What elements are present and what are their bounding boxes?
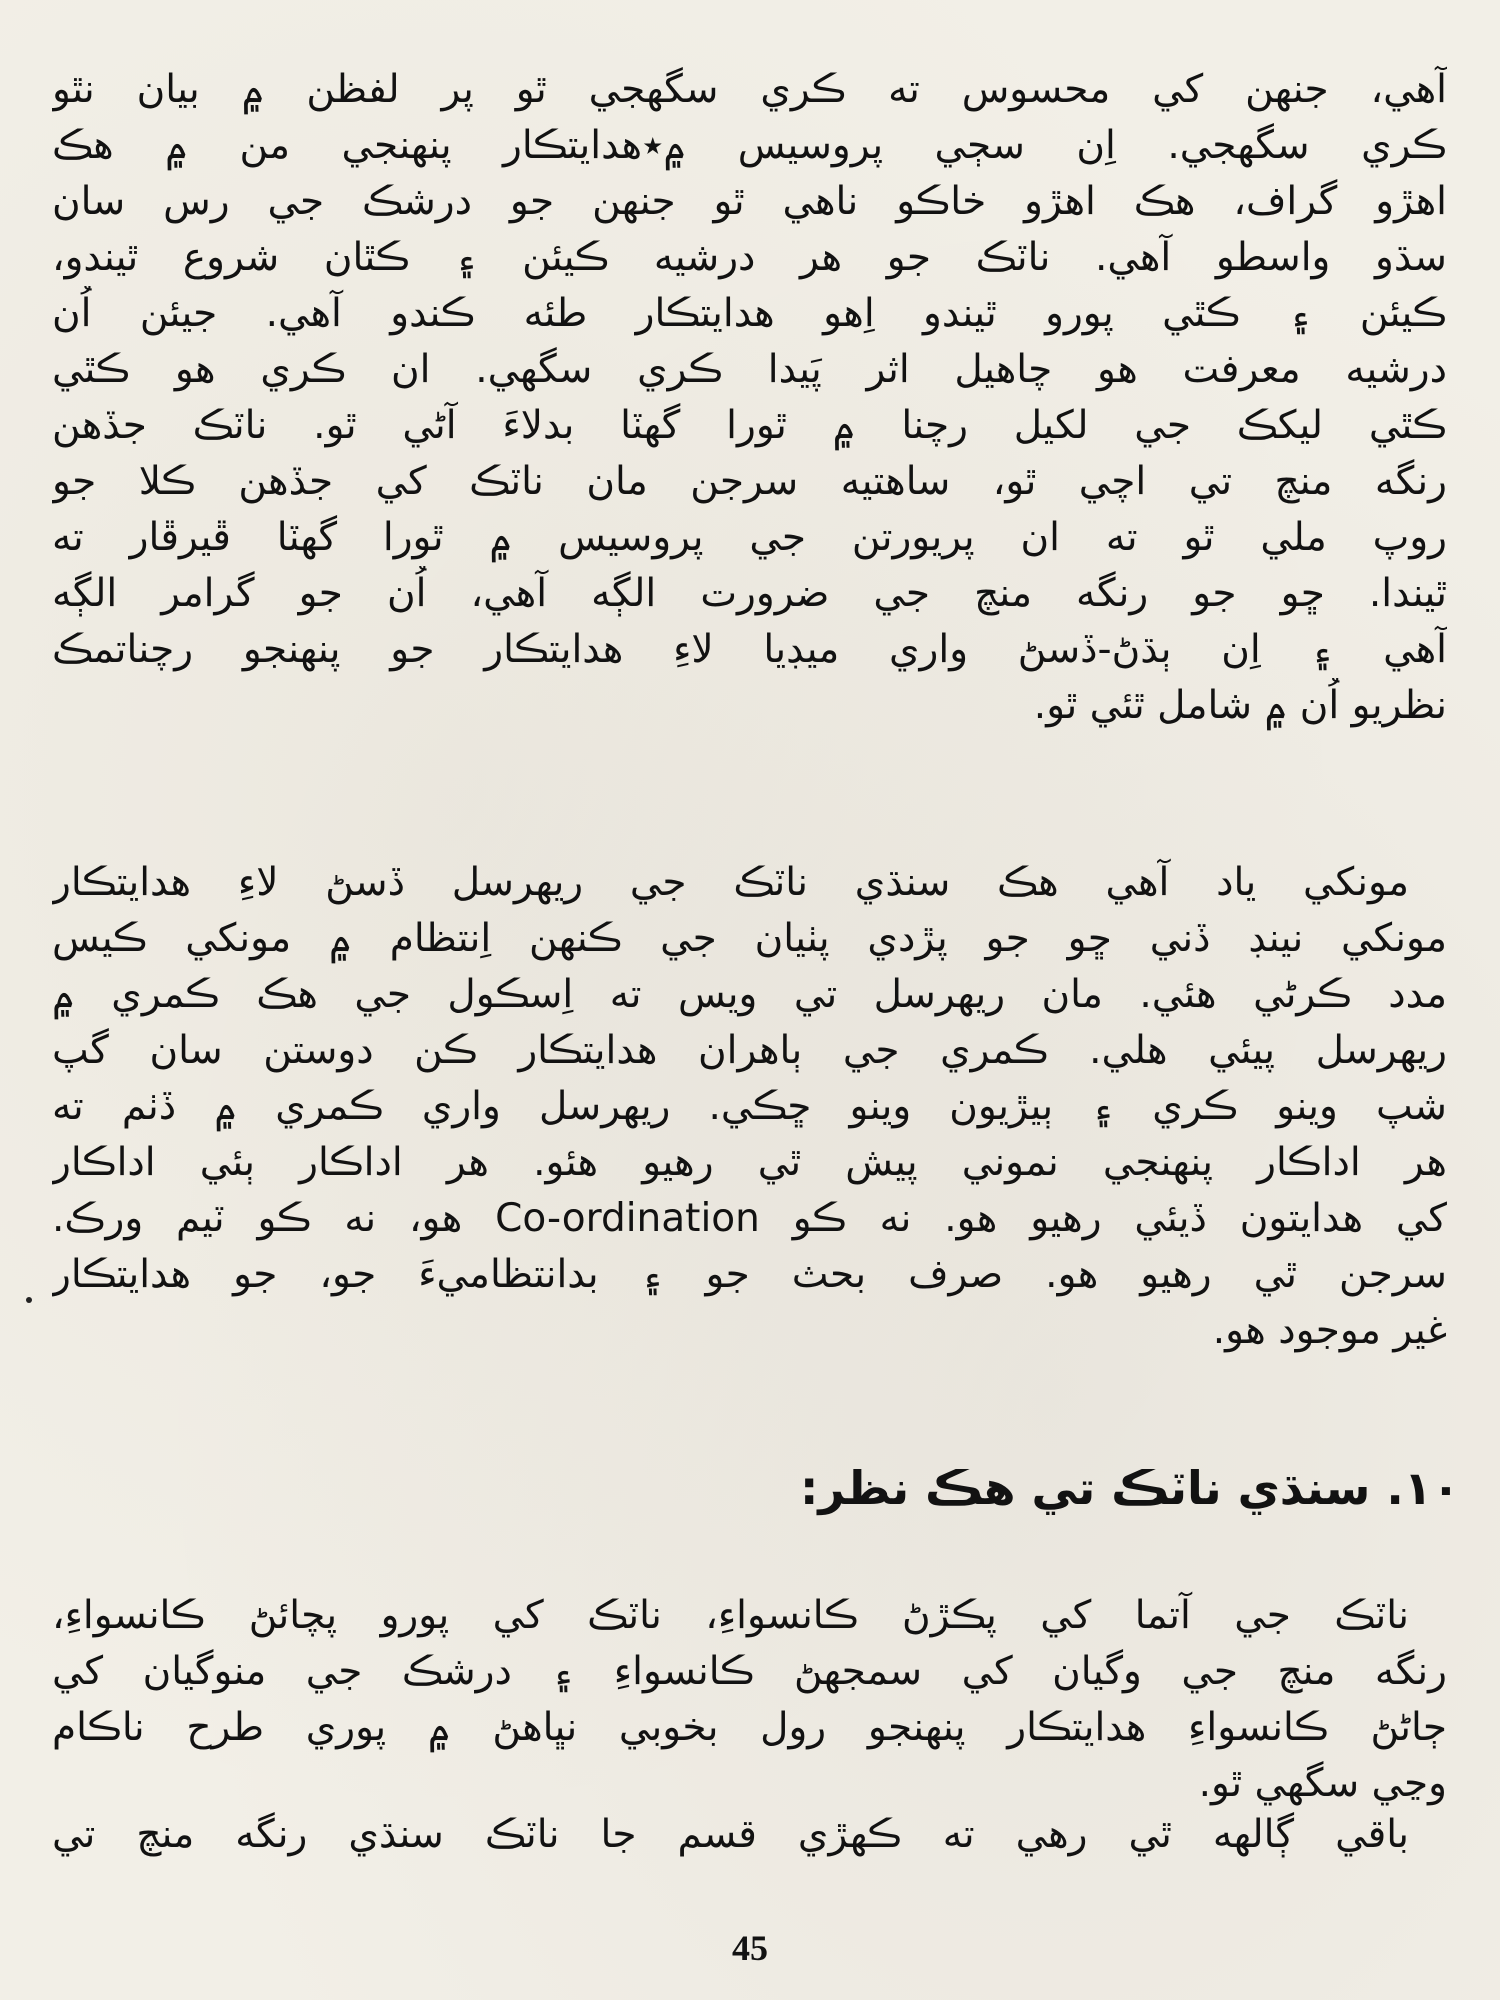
text-line: رنگه منچ جي وگيان کي سمجهڻ ڪانسواءِ ۽ درشڪ جي منوگيان کي <box>52 1649 1447 1694</box>
paragraph-3 <box>52 1588 1447 1812</box>
text-line: سرجن ٿي رهيو هو. صرف بحث جو ۽ بدانتظاميءَ جو، جو هدايتڪار <box>52 1252 1447 1297</box>
text-line: وڃي سگهي ٿو. <box>1198 1761 1447 1806</box>
text-line: درشيه معرفت هو چاهيل اثر پَيدا ڪري سگهي. ان ڪري هو ڪٿي <box>52 347 1447 392</box>
text-line: مونکي ياد آهي هڪ سنڌي ناٽڪ جي ريهرسل ڏسڻ لاءِ هدايتڪار <box>52 860 1409 905</box>
paragraph-4 <box>52 1807 1447 1863</box>
text-line: ڪيئن ۽ ڪٿي پورو ٿيندو اِهو هدايتڪار طئه ڪندو آهي. جيئن اُن <box>52 291 1447 336</box>
text-line: غير موجود هو. <box>1212 1308 1447 1353</box>
text-line: باقي ڳالهه ٿي رهي ته ڪهڙي قسم جا ناٽڪ سنڌي رنگه منچ تي <box>52 1812 1409 1857</box>
text-line: مونکي نينڊ ڏني ڇو جو پڙدي پٺيان جي ڪنهن اِنتظام ۾ مونکي ڪيس <box>52 916 1447 961</box>
page-number: 45 <box>732 1928 768 1968</box>
text-line: رنگه منچ تي اچي ٿو، ساهتيه سرجن مان ناٽڪ کي جڏهن ڪلا جو <box>52 459 1447 504</box>
text-line: اهڙو گراف، هڪ اهڙو خاڪو ناهي ٿو جنهن جو درشڪ جي رس سان <box>52 179 1447 224</box>
text-line: نظريو اُن ۾ شامل ٿئي ٿو. <box>1033 683 1447 728</box>
text-line: کي هدايتون ڏيئي رهيو هو. نه ڪو Co-ordination هو، نه ڪو ٽيم ورڪ. <box>52 1196 1447 1241</box>
text-line: آهي ۽ اِن ٻڌڻ-ڏسڻ واري ميڊيا لاءِ هدايتڪار جو پنهنجو رچناتمڪ <box>52 627 1447 672</box>
text-line: ڄاڻڻ ڪانسواءِ هدايتڪار پنهنجو رول بخوبي نڀاهڻ ۾ پوري طرح ناڪام <box>52 1705 1447 1750</box>
text-line: هر اداڪار پنهنجي نموني پيش ٿي رهيو هئو. هر اداڪار ٻئي اداڪار <box>52 1140 1447 1185</box>
text-line: ٿيندا. ڇو جو رنگه منچ جي ضرورت الڳه آهي، اُن جو گرامر الڳه <box>52 571 1447 616</box>
text-line: روپ ملي ٿو ته ان پريورتن جي پروسيس ۾ ٿورا گهٽا ڦيرڦار ته <box>52 515 1447 560</box>
text-line: ڪري سگهجي. اِن سڄي پروسيس ۾٭هدايتڪار پنهنجي من ۾ هڪ <box>52 123 1447 168</box>
text-line: مدد ڪرڻي هئي. مان ريهرسل تي ويس ته اِسڪول جي هڪ ڪمري ۾ <box>52 972 1447 1017</box>
text-line: ريهرسل پيئي هلي. ڪمري جي ٻاهران هدايتڪار ڪن دوستن سان گپ <box>52 1028 1447 1073</box>
paragraph-2 <box>52 855 1447 1359</box>
text-line: ڪٿي ليکڪ جي لکيل رچنا ۾ ٿورا گهٽا بدلاءَ آڻي ٿو. ناٽڪ جڏهن <box>52 403 1447 448</box>
margin-mark <box>26 1297 32 1303</box>
text-line: شپ وينو ڪري ۽ ٻيڙيون وينو ڇڪي. ريهرسل واري ڪمري ۾ ڏٺم ته <box>52 1084 1447 1129</box>
text-line: آهي، جنهن کي محسوس ته ڪري سگهجي ٿو پر لفظن ۾ بيان نٿو <box>52 67 1447 112</box>
text-line: سڌو واسطو آهي. ناٽڪ جو هر درشيه ڪيئن ۽ ڪٿان شروع ٿيندو، <box>52 235 1447 280</box>
paragraph-1 <box>52 62 1447 734</box>
section-heading: ۱۰. سنڌي ناٽڪ تي هڪ نظر: <box>800 1461 1460 1515</box>
text-line: ناٽڪ جي آتما کي پڪڙڻ ڪانسواءِ، ناٽڪ کي پورو پچائڻ ڪانسواءِ، <box>52 1593 1409 1638</box>
